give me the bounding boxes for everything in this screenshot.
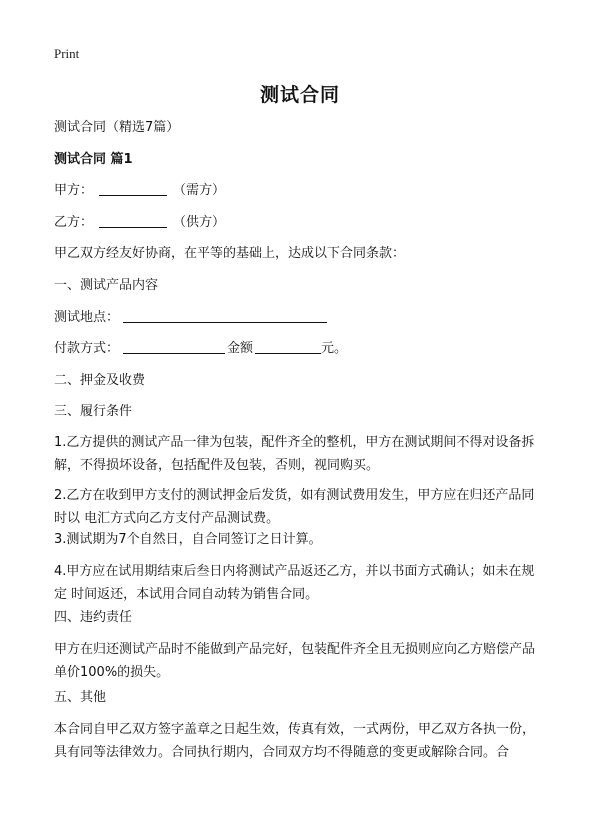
- intro-paragraph: 甲乙双方经友好协商，在平等的基础上，达成以下合同条款：: [54, 246, 406, 261]
- page-title: 测试合同: [259, 84, 340, 106]
- clause-4: 4.甲方应在试用期结束后叁日内将测试产品返还乙方，并以书面方式确认；如未在规定 时间返还，本试用合同自动转为销售合同。: [54, 564, 535, 602]
- payment-method-blank: [123, 339, 225, 354]
- test-location-line: [54, 306, 327, 329]
- party-b-label: 乙方：: [54, 215, 94, 230]
- party-a-label: 甲方：: [54, 183, 94, 198]
- heading-liability: 四、违约责任: [54, 610, 133, 625]
- payment-line: [54, 337, 347, 360]
- party-a-role: （需方）: [173, 183, 226, 198]
- clause-1: 1.乙方提供的测试产品一律为包装，配件齐全的整机，甲方在测试期间不得对设备拆解，不得损坏设备，包括配件及包装，否则，视同购买。: [54, 435, 535, 473]
- print-link[interactable]: Print: [54, 46, 80, 61]
- liability-paragraph: 甲方在归还测试产品时不能做到产品完好，包装配件齐全且无损则应向乙方赔偿产品单价100%的损失。: [54, 642, 536, 680]
- clause-2: 2.乙方在收到甲方支付的测试押金后发货，如有测试费用发生，甲方应在归还产品同时以 电汇方式向乙方支付产品测试费。: [54, 488, 535, 526]
- amount-blank: [255, 339, 321, 354]
- party-b-line: [54, 211, 225, 234]
- test-location-label: 测试地点：: [54, 310, 120, 325]
- party-a-line: [54, 179, 225, 202]
- test-location-blank: [123, 308, 327, 323]
- clause-3: 3.测试期为7个自然日，自合同签订之日计算。: [54, 532, 322, 547]
- heading-conditions: 三、履行条件: [54, 404, 133, 419]
- document-subtitle: 测试合同（精选7篇）: [54, 120, 180, 135]
- amount-unit: 元。: [321, 341, 348, 356]
- section-heading: 测试合同 篇1: [54, 152, 133, 167]
- heading-deposit: 二、押金及收费: [54, 373, 146, 388]
- payment-method-label: 付款方式：: [54, 341, 120, 356]
- heading-other: 五、其他: [54, 690, 107, 705]
- party-b-role: （供方）: [173, 215, 226, 230]
- heading-product-content: 一、测试产品内容: [54, 278, 159, 293]
- party-a-blank: [99, 181, 167, 196]
- party-b-blank: [99, 213, 167, 228]
- other-paragraph: 本合同自甲乙双方签字盖章之日起生效，传真有效，一式两份，甲乙双方各执一份，具有同等法律效力。合同执行期内，合同双方均不得随意的变更或解除合同。合: [54, 722, 536, 760]
- amount-label: 金额: [227, 341, 254, 356]
